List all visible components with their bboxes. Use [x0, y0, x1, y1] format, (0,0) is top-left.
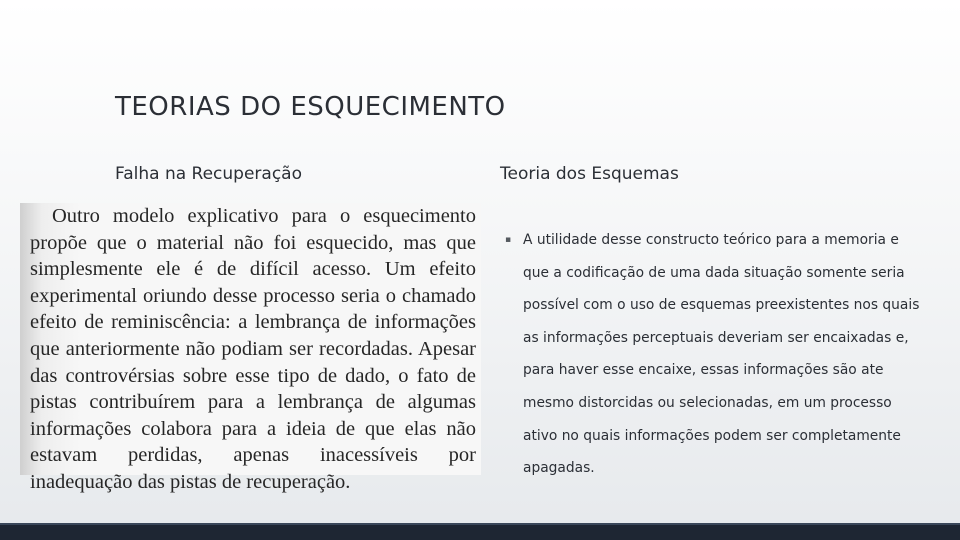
bullet-list [505, 224, 920, 485]
bullet-item [505, 224, 920, 485]
right-column-heading: Teoria dos Esquemas [500, 164, 679, 184]
square-bullet-icon: ▪ [505, 235, 512, 245]
slide-title: TEORIAS DO ESQUECIMENTO [115, 92, 506, 122]
left-column-heading: Falha na Recuperação [115, 164, 302, 184]
bullet-text: A utilidade desse constructo teórico para a memoria e que a codificação de uma dada situação somente seria possível com o uso de esquemas preexistentes nos quais as informações perceptuais deveriam ser encaixadas e, para haver esse encaixe, essas informações são ate mesmo distorcidas ou selecionadas, em um processo ativo no quais informações podem ser completamente apagadas. [523, 232, 920, 477]
scanned-text-image [20, 203, 481, 493]
scanned-text-paragraph: Outro modelo explicativo para o esquecimento propõe que o material não foi esquecido, mas que simplesmente ele é de difícil acesso. Um efeito experimental oriundo desse processo seria o chamado efeito de reminiscência: a lembrança de informações que anteriormente não podiam ser recordadas. Apesar das controvérsias sobre esse tipo de dado, o fato de pistas contribuírem para a lembrança de algumas informações colabora para a ideia de que elas não estavam perdidas, apenas inacessíveis por inadequação das pistas de recuperação. [30, 205, 476, 493]
bottom-bar [0, 523, 960, 540]
